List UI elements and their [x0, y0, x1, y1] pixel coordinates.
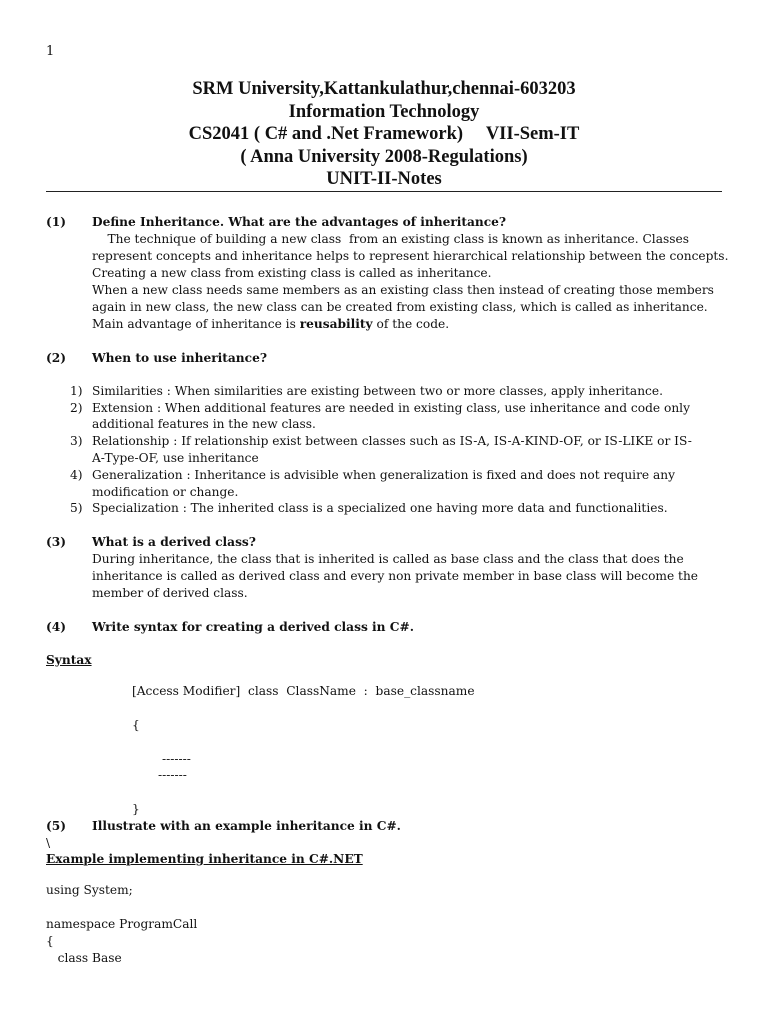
q5-title: Illustrate with an example inheritance in C#. — [92, 819, 401, 833]
q2-item-3-number: 3) — [70, 434, 83, 448]
q1-title: Define Inheritance. What are the advantages of inheritance? — [92, 215, 507, 229]
university-name: SRM University,Kattankulathur,chennai-603203 — [192, 79, 576, 99]
q1-line-5: again in new class, the new class can be created from existing class, which is called as inheritance. — [92, 300, 708, 314]
syntax-body-dashes-1: ------- — [162, 752, 191, 766]
q1-number: (1) — [46, 215, 67, 229]
syntax-heading: Syntax — [46, 653, 92, 667]
q1-last-suffix: of the code. — [372, 317, 450, 331]
q2-number: (2) — [46, 351, 67, 365]
q2-title: When to use inheritance? — [92, 351, 267, 365]
code-line-3: namespace ProgramCall — [46, 917, 198, 931]
q2-item-2-text: Extension : When additional features are needed in existing class, use inheritance and code only — [92, 401, 690, 415]
q2-item-4-number: 4) — [70, 468, 83, 482]
q2-item-4-text: Generalization : Inheritance is advisible when generalization is fixed and does not require any — [92, 468, 675, 482]
q2-item-5-text: Specialization : The inherited class is a specialized one having more data and functionalities. — [92, 501, 668, 515]
q5-number: (5) — [46, 819, 67, 833]
q1-last-prefix: Main advantage of inheritance is — [92, 317, 300, 331]
q3-line-3: member of derived class. — [92, 586, 248, 600]
q2-item-3-text: Relationship : If relationship exist between classes such as IS-A, IS-A-KIND-OF, or IS-LIKE or IS- — [92, 434, 692, 448]
q2-item-5-number: 5) — [70, 501, 83, 515]
syntax-line: [Access Modifier] class ClassName : base_classname — [132, 684, 475, 698]
code-line-5: class Base — [46, 951, 122, 965]
unit-title: UNIT-II-Notes — [326, 169, 442, 189]
q3-line-2: inheritance is called as derived class and every non private member in base class will become the — [92, 569, 699, 583]
document-header — [0, 78, 768, 191]
q1-line-3: Creating a new class from existing class is called as inheritance. — [92, 266, 492, 280]
stray-backslash: \ — [46, 836, 51, 850]
q2-item-2-number: 2) — [70, 401, 83, 415]
syntax-body-dashes-2: ------- — [158, 768, 187, 782]
q2-item-1-text: Similarities : When similarities are existing between two or more classes, apply inheritance. — [92, 384, 663, 398]
q1-line-1: The technique of building a new class from an existing class is known as inheritance. Classes — [92, 232, 689, 246]
q1-line-2: represent concepts and inheritance helps to represent hierarchical relationship between the concepts. — [92, 249, 729, 263]
q1-line-6 — [92, 316, 449, 333]
q2-item-4-cont: modification or change. — [92, 485, 239, 499]
syntax-close-brace: } — [132, 802, 140, 816]
regulation-line: ( Anna University 2008-Regulations) — [240, 146, 528, 167]
header-divider — [46, 191, 722, 192]
q3-title: What is a derived class? — [92, 535, 256, 549]
department-name: Information Technology — [288, 101, 480, 122]
syntax-open-brace: { — [132, 718, 140, 732]
q2-item-1-number: 1) — [70, 384, 83, 398]
q2-item-2-cont: additional features in the new class. — [92, 417, 316, 431]
reusability-term: reusability — [299, 317, 373, 331]
course-title: CS2041 ( C# and .Net Framework) VII-Sem-IT — [188, 124, 580, 144]
code-line-1: using System; — [46, 883, 133, 897]
q4-title: Write syntax for creating a derived class in C#. — [92, 620, 414, 634]
q3-line-1: During inheritance, the class that is inherited is called as base class and the class that does the — [92, 552, 684, 566]
q3-number: (3) — [46, 535, 67, 549]
example-heading: Example implementing inheritance in C#.NET — [46, 852, 363, 866]
q1-line-4: When a new class needs same members as an existing class then instead of creating those members — [92, 283, 714, 297]
q4-number: (4) — [46, 620, 67, 634]
page-number: 1 — [46, 44, 55, 59]
code-line-4: { — [46, 934, 54, 948]
q2-item-3-cont: A-Type-OF, use inheritance — [92, 451, 259, 465]
